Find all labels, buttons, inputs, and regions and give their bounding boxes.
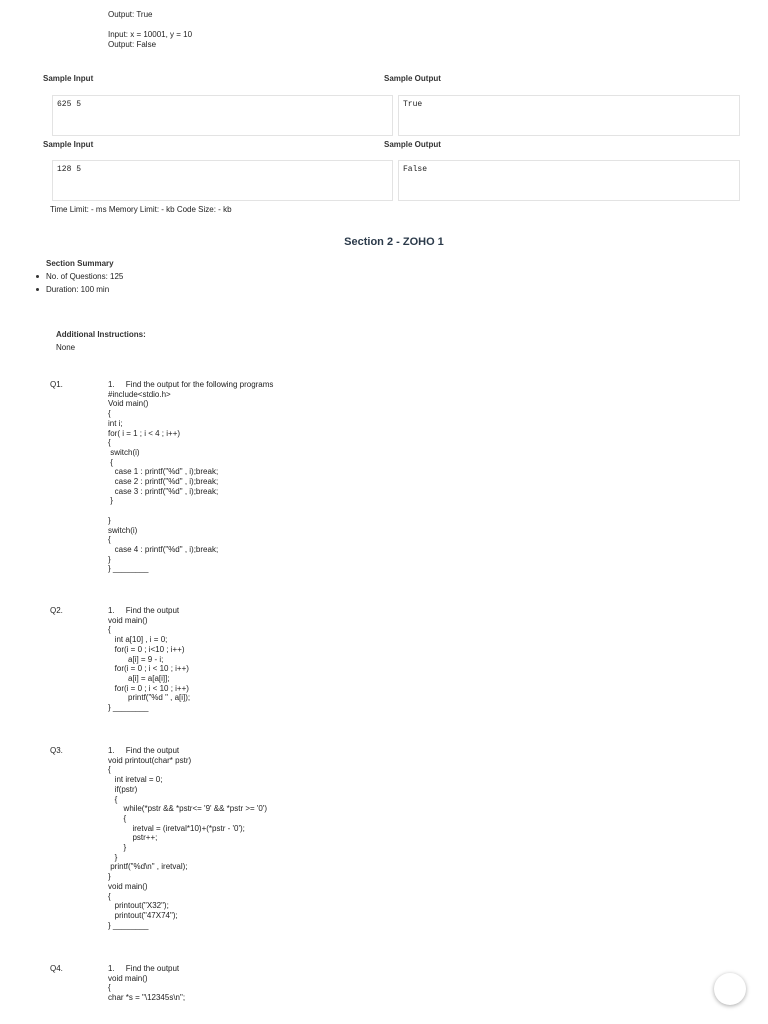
code-line: 1. Find the output <box>108 746 180 755</box>
code-line: Void main() <box>108 399 149 409</box>
code-line: switch(i) <box>108 525 138 535</box>
code-line: while(*pstr && *pstr<= '9' && *pstr >= '0') <box>108 804 268 814</box>
code-line: { <box>108 535 111 545</box>
code-line: void main() <box>108 973 148 983</box>
code-line: { <box>108 891 111 901</box>
example-output-2: Output: False <box>108 40 157 49</box>
code-line: } ________ <box>108 920 149 930</box>
code-line: int iretval = 0; <box>108 775 163 785</box>
sample-input-label: Sample Input <box>43 140 94 149</box>
code-line: int a[10] , i = 0; <box>108 635 168 645</box>
code-line: int i; <box>108 418 123 428</box>
code-line: } ________ <box>108 703 149 712</box>
code-line: for(i = 0 ; i < 10 ; i++) <box>108 664 189 674</box>
section-summary-label: Section Summary <box>46 259 114 268</box>
code-line: { <box>108 794 118 804</box>
sample-output-box <box>398 160 740 201</box>
code-line: #include<stdio.h> <box>108 389 171 399</box>
code-line: } <box>108 872 111 882</box>
sample-output-value: False <box>403 165 428 174</box>
code-line: } <box>108 843 127 852</box>
limits-text: Time Limit: - ms Memory Limit: - kb Code Size: - kb <box>50 205 232 214</box>
summary-duration: Duration: 100 min <box>46 285 110 294</box>
instructions-value: None <box>56 343 76 352</box>
sample-output-value: True <box>403 100 423 109</box>
sample-input-value: 625 5 <box>57 100 82 109</box>
code-line: { <box>108 438 111 448</box>
code-line: char *s = "\12345s\n"; <box>108 993 186 1003</box>
sample-output-label: Sample Output <box>384 140 441 149</box>
bullet-icon <box>36 288 39 291</box>
code-line: 1. Find the output for the following programs <box>108 380 274 389</box>
code-line: case 1 : printf("%d" , i);break; <box>108 467 219 477</box>
code-line: 1. Find the output <box>108 964 180 973</box>
code-line: case 4 : printf("%d" , i);break; <box>108 544 219 554</box>
code-line: } <box>108 515 111 525</box>
code-line: } <box>108 852 118 862</box>
question-number: Q2. <box>50 606 63 615</box>
code-line: void printout(char* pstr) <box>108 755 192 765</box>
code-line: for( i = 1 ; i < 4 ; i++) <box>108 428 181 438</box>
bullet-icon <box>36 275 39 278</box>
code-line: } ________ <box>108 564 149 574</box>
code-line: printout("47X74"); <box>108 910 178 920</box>
code-line: a[i] = a[a[i]]; <box>108 673 170 683</box>
code-line: iretval = (iretval*10)+(*pstr - '0'); <box>108 823 245 833</box>
question-number: Q4. <box>50 964 63 973</box>
code-line: if(pstr) <box>108 784 138 794</box>
code-line: for(i = 0 ; i < 10 ; i++) <box>108 683 189 693</box>
code-line: 1. Find the output <box>108 606 180 615</box>
code-line: switch(i) <box>108 447 140 457</box>
code-line: } <box>108 496 113 506</box>
sample-input-box <box>52 95 393 136</box>
code-line: pstr++; <box>108 833 158 843</box>
code-line: { <box>108 625 111 635</box>
code-line: for(i = 0 ; i<10 ; i++) <box>108 644 185 654</box>
code-line: printf("%d " , a[i]); <box>108 693 191 703</box>
code-line: { <box>108 457 113 467</box>
summary-questions: No. of Questions: 125 <box>46 272 124 281</box>
instructions-label: Additional Instructions: <box>56 330 146 339</box>
sample-input-box <box>52 160 393 201</box>
sample-input-value: 128 5 <box>57 165 82 174</box>
code-line: { <box>108 765 111 775</box>
code-line: case 2 : printf("%d" , i);break; <box>108 477 219 486</box>
code-line: case 3 : printf("%d" , i);break; <box>108 486 219 496</box>
example-input-2: Input: x = 10001, y = 10 <box>108 30 193 39</box>
code-line: void main() <box>108 881 148 891</box>
code-line: printf("%d\n" , iretval); <box>108 862 188 872</box>
code-line: { <box>108 983 111 993</box>
code-line: { <box>108 813 127 823</box>
example-output-1: Output: True <box>108 10 153 19</box>
question-number: Q1. <box>50 380 63 389</box>
sample-input-label: Sample Input <box>43 74 94 83</box>
floating-action-button[interactable] <box>714 973 746 1005</box>
question-number: Q3. <box>50 746 63 755</box>
code-line: printout("X32"); <box>108 901 169 911</box>
code-line: } <box>108 554 111 564</box>
code-line: void main() <box>108 615 148 625</box>
code-line: { <box>108 409 111 419</box>
sample-output-label: Sample Output <box>384 74 441 83</box>
code-line: a[i] = 9 - i; <box>108 654 164 664</box>
sample-output-box <box>398 95 740 136</box>
section-title: Section 2 - ZOHO 1 <box>344 236 444 248</box>
